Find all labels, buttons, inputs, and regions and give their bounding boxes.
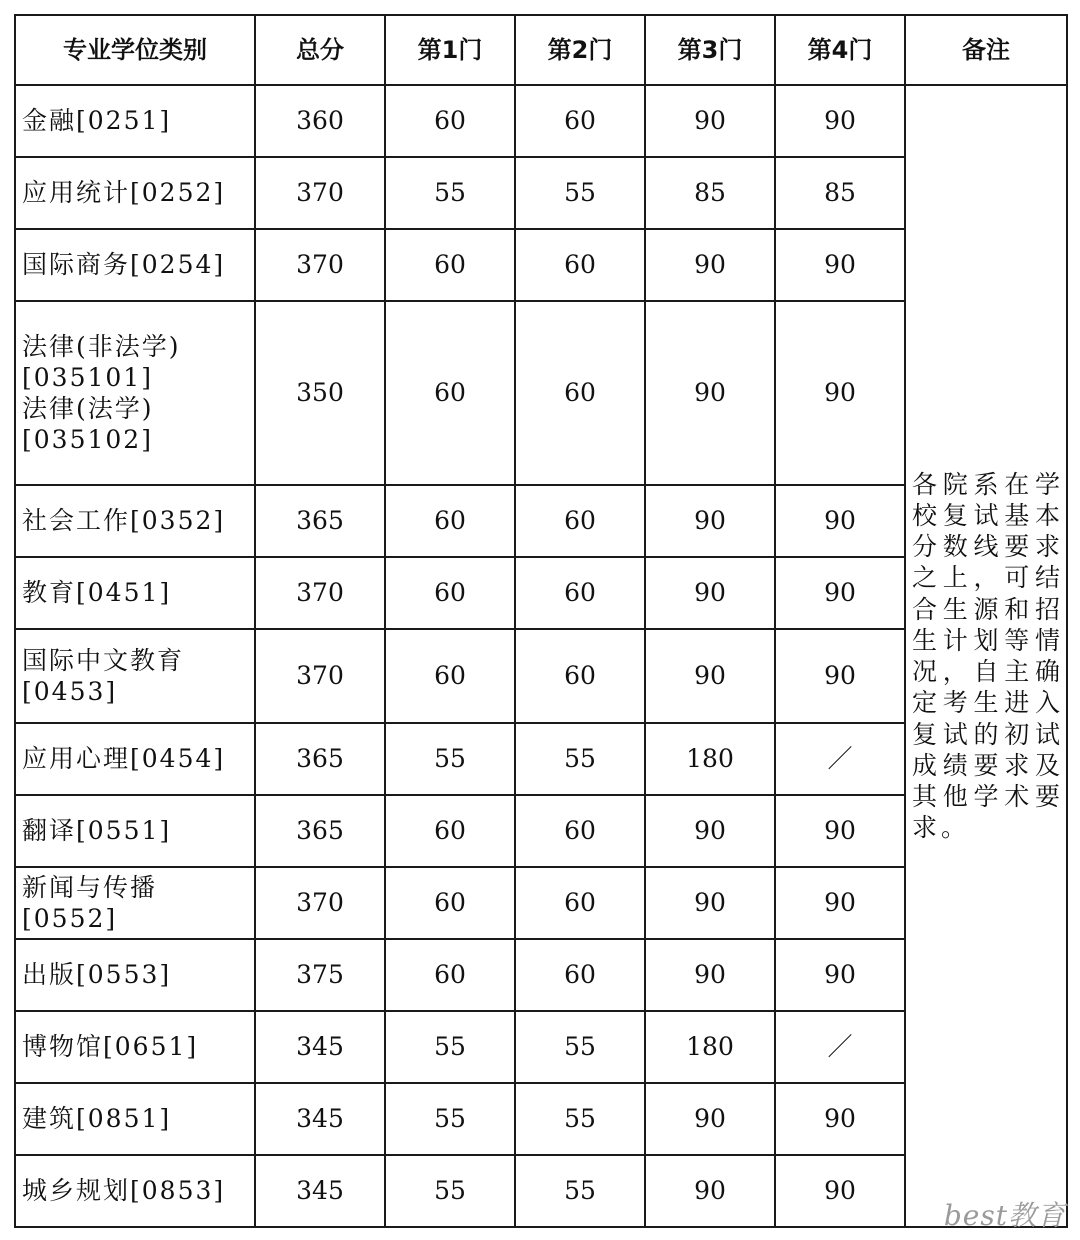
subject-4-score-cell: 90	[775, 629, 905, 723]
subject-1-score-cell: 60	[385, 629, 515, 723]
not-applicable-cell: ／	[775, 1011, 905, 1083]
header-degree-category: 专业学位类别	[15, 15, 255, 85]
subject-2-score-cell: 60	[515, 939, 645, 1011]
degree-category-text: 建筑[0851]	[22, 1104, 172, 1134]
subject-2-score-cell: 60	[515, 629, 645, 723]
header-subject-3: 第3门	[645, 15, 775, 85]
total-score-cell: 370	[255, 157, 385, 229]
subject-3-score-cell: 90	[645, 85, 775, 157]
subject-2-score-cell: 60	[515, 229, 645, 301]
degree-category-text: 法律(非法学)	[22, 331, 181, 361]
degree-category-cell	[15, 485, 255, 557]
degree-category-text: 出版[0553]	[22, 960, 172, 990]
degree-category-text: 应用统计[0252]	[22, 178, 226, 208]
subject-3-score-cell: 90	[645, 795, 775, 867]
subject-3-score-cell: 90	[645, 1083, 775, 1155]
subject-4-score-cell: 90	[775, 1155, 905, 1227]
degree-category-cell	[15, 795, 255, 867]
degree-category-cell	[15, 85, 255, 157]
subject-3-score-cell: 85	[645, 157, 775, 229]
subject-1-score-cell: 60	[385, 485, 515, 557]
degree-category-text: 城乡规划[0853]	[22, 1176, 226, 1206]
remark-cell: 各院系在学校复试基本分数线要求之上，可结合生源和招生计划等情况，自主确定考生进入复试的初试成绩要求及其他学术要求。	[905, 85, 1067, 1227]
header-subject-1: 第1门	[385, 15, 515, 85]
degree-category-text: 国际中文教育	[22, 645, 185, 675]
subject-2-score-cell: 60	[515, 485, 645, 557]
degree-category-cell	[15, 1155, 255, 1227]
subject-1-score-cell: 55	[385, 723, 515, 795]
subject-1-score-cell: 60	[385, 939, 515, 1011]
degree-category-cell	[15, 557, 255, 629]
total-score-cell: 370	[255, 629, 385, 723]
degree-category-text: 翻译[0551]	[22, 816, 172, 846]
total-score-cell: 345	[255, 1011, 385, 1083]
total-score-cell: 365	[255, 795, 385, 867]
subject-1-score-cell: 60	[385, 867, 515, 939]
subject-2-score-cell: 60	[515, 85, 645, 157]
subject-3-score-cell: 90	[645, 629, 775, 723]
degree-category-text: 应用心理[0454]	[22, 744, 226, 774]
subject-4-score-cell: 85	[775, 157, 905, 229]
table-body	[15, 85, 1067, 1227]
total-score-cell: 365	[255, 485, 385, 557]
subject-2-score-cell: 60	[515, 867, 645, 939]
watermark: best教育	[943, 1199, 1066, 1232]
degree-category-text: 法律(法学)	[22, 394, 154, 423]
degree-category-text: [035101]	[22, 362, 153, 392]
total-score-cell: 370	[255, 557, 385, 629]
degree-category-cell	[15, 939, 255, 1011]
total-score-cell: 360	[255, 85, 385, 157]
subject-4-score-cell: 90	[775, 301, 905, 485]
degree-category-text: 新闻与传播[0552]	[22, 872, 158, 933]
degree-category-cell	[15, 629, 255, 723]
total-score-cell: 370	[255, 867, 385, 939]
subject-3-score-cell: 90	[645, 229, 775, 301]
subject-3-score-cell: 90	[645, 939, 775, 1011]
total-score-cell: 365	[255, 723, 385, 795]
subject-2-score-cell: 55	[515, 1083, 645, 1155]
subject-1-score-cell: 60	[385, 301, 515, 485]
header-subject-4: 第4门	[775, 15, 905, 85]
subject-1-score-cell: 60	[385, 229, 515, 301]
subject-2-score-cell: 55	[515, 1155, 645, 1227]
subject-4-score-cell: 90	[775, 867, 905, 939]
total-score-cell: 345	[255, 1155, 385, 1227]
degree-category-cell	[15, 1011, 255, 1083]
degree-category-text: 金融[0251]	[22, 106, 172, 136]
subject-2-score-cell: 55	[515, 1011, 645, 1083]
subject-3-score-cell: 90	[645, 1155, 775, 1227]
subject-3-score-cell: 180	[645, 1011, 775, 1083]
subject-2-score-cell: 60	[515, 301, 645, 485]
subject-1-score-cell: 60	[385, 557, 515, 629]
subject-2-score-cell: 55	[515, 157, 645, 229]
subject-1-score-cell: 55	[385, 1083, 515, 1155]
subject-3-score-cell: 90	[645, 301, 775, 485]
subject-3-score-cell: 90	[645, 867, 775, 939]
subject-4-score-cell: 90	[775, 939, 905, 1011]
degree-category-cell	[15, 867, 255, 939]
degree-category-cell	[15, 157, 255, 229]
total-score-cell: 370	[255, 229, 385, 301]
subject-4-score-cell: 90	[775, 85, 905, 157]
degree-category-text: 国际商务[0254]	[22, 250, 226, 280]
degree-category-cell	[15, 229, 255, 301]
subject-4-score-cell: 90	[775, 795, 905, 867]
subject-1-score-cell: 60	[385, 85, 515, 157]
subject-4-score-cell: 90	[775, 229, 905, 301]
subject-3-score-cell: 90	[645, 485, 775, 557]
subject-2-score-cell: 60	[515, 795, 645, 867]
subject-1-score-cell: 55	[385, 1155, 515, 1227]
subject-2-score-cell: 55	[515, 723, 645, 795]
table-row	[15, 85, 1067, 157]
degree-category-text: 教育[0451]	[22, 578, 172, 608]
subject-1-score-cell: 55	[385, 157, 515, 229]
score-table	[14, 14, 1068, 1228]
subject-3-score-cell: 180	[645, 723, 775, 795]
degree-category-text: 社会工作[0352]	[22, 506, 226, 536]
subject-1-score-cell: 60	[385, 795, 515, 867]
total-score-cell: 375	[255, 939, 385, 1011]
subject-4-score-cell: 90	[775, 1083, 905, 1155]
degree-category-text: 博物馆[0651]	[22, 1032, 199, 1062]
subject-1-score-cell: 55	[385, 1011, 515, 1083]
header-remark: 备注	[905, 15, 1067, 85]
degree-category-cell	[15, 301, 255, 485]
degree-category-text: [035102]	[22, 425, 153, 455]
subject-3-score-cell: 90	[645, 557, 775, 629]
header-total-score: 总分	[255, 15, 385, 85]
total-score-cell: 350	[255, 301, 385, 485]
subject-4-score-cell: 90	[775, 485, 905, 557]
degree-category-text: [0453]	[22, 677, 118, 706]
subject-2-score-cell: 60	[515, 557, 645, 629]
not-applicable-cell: ／	[775, 723, 905, 795]
header-row	[15, 15, 1067, 85]
subject-4-score-cell: 90	[775, 557, 905, 629]
degree-category-cell	[15, 1083, 255, 1155]
header-subject-2: 第2门	[515, 15, 645, 85]
total-score-cell: 345	[255, 1083, 385, 1155]
degree-category-cell	[15, 723, 255, 795]
